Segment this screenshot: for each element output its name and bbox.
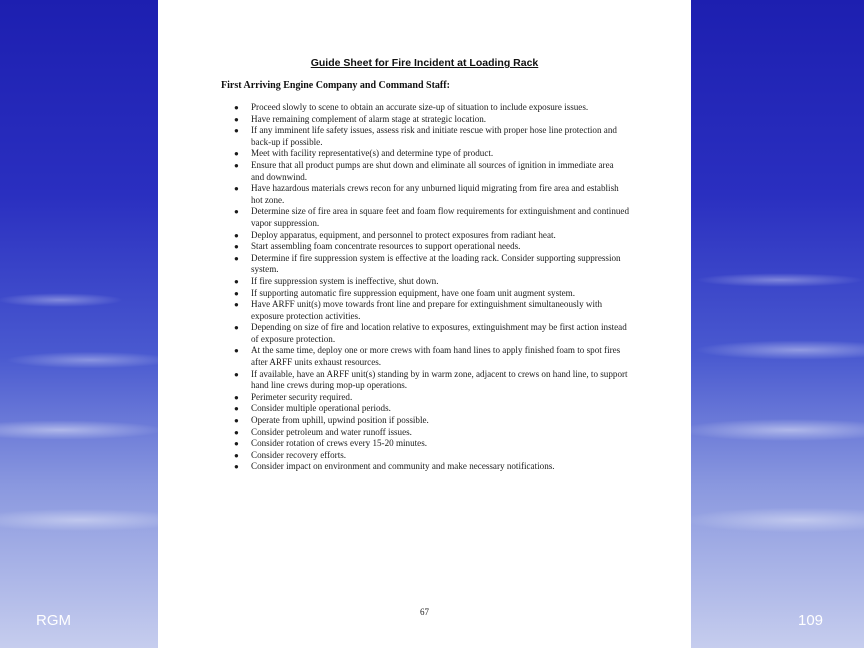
bullet-item <box>234 253 629 276</box>
bullet-text: Have ARFF unit(s) move towards front line and prepare for extinguishment simultaneously with exposure protection activities. <box>251 299 603 321</box>
bullet-icon: ● <box>234 323 239 333</box>
bullet-icon: ● <box>234 253 239 263</box>
bullet-text: At the same time, deploy one or more crews with foam hand lines to apply finished foam to spot fires after ARFF units exhaust resources. <box>251 345 621 368</box>
bullet-text: If available, have an ARFF unit(s) standing by in warm zone, adjacent to crews on hand line, to support hand line crews during mop-up operations. <box>251 368 628 391</box>
bullet-text: Start assembling foam concentrate resources to support operational needs. <box>251 241 521 252</box>
bullet-item <box>234 206 629 229</box>
footer-author: RGM <box>36 612 71 629</box>
bullet-icon: ● <box>234 103 239 112</box>
bullet-text: Consider impact on environment and community and make necessary notifications. <box>251 461 555 472</box>
bullet-item <box>234 427 629 439</box>
bullet-item <box>234 114 629 126</box>
bullet-icon: ● <box>234 288 239 298</box>
bullet-text: Proceed slowly to scene to obtain an accurate size-up of situation to include exposure issues. <box>251 102 589 112</box>
bullet-icon: ● <box>234 207 239 217</box>
bullet-item <box>234 392 629 404</box>
bullet-item <box>234 276 629 288</box>
document-title: Guide Sheet for Fire Incident at Loading Rack <box>310 57 539 69</box>
bullet-item <box>234 241 629 253</box>
bullet-icon: ● <box>234 276 239 286</box>
bullet-text: Deploy apparatus, equipment, and personnel to protect exposures from radiant heat. <box>251 229 556 240</box>
bullet-icon: ● <box>234 149 239 159</box>
bullet-list <box>234 102 629 473</box>
bullet-item <box>234 160 629 183</box>
bullet-item <box>234 369 629 392</box>
bullet-icon: ● <box>234 300 239 310</box>
bullet-icon: ● <box>234 369 239 379</box>
bullet-text: Consider petroleum and water runoff issues. <box>251 426 412 437</box>
bullet-text: Ensure that all product pumps are shut down and eliminate all sources of ignition in immediate area and downwind. <box>251 159 614 182</box>
document-page <box>158 0 691 648</box>
bullet-item <box>234 450 629 462</box>
bullet-icon: ● <box>234 126 239 136</box>
bullet-text: Consider rotation of crews every 15-20 minutes. <box>251 438 428 449</box>
bullet-item <box>234 403 629 415</box>
bullet-text: If supporting automatic fire suppression equipment, have one foam unit augment system. <box>251 287 576 298</box>
bullet-icon: ● <box>234 416 239 426</box>
bullet-item <box>234 288 629 300</box>
bullet-icon: ● <box>234 184 239 194</box>
bullet-text: Have remaining complement of alarm stage at strategic location. <box>251 113 487 124</box>
bullet-text: Depending on size of fire and location relative to exposures, extinguishment may be first action instead of exposure protection. <box>251 322 627 344</box>
bullet-icon: ● <box>234 242 239 252</box>
bullet-icon: ● <box>234 230 239 240</box>
bullet-icon: ● <box>234 160 239 170</box>
page-number: 67 <box>420 607 429 617</box>
bullet-item <box>234 345 629 368</box>
bullet-text: Consider multiple operational periods. <box>251 403 391 414</box>
section-heading: First Arriving Engine Company and Command Staff: <box>221 80 450 91</box>
bullet-text: Determine size of fire area in square feet and foam flow requirements for extinguishment and continued vapor suppression. <box>251 206 630 228</box>
bullet-text: Determine if fire suppression system is effective at the loading rack. Consider supporting suppression system. <box>251 252 621 275</box>
bullet-icon: ● <box>234 462 239 472</box>
bullet-icon: ● <box>234 450 239 460</box>
bullet-item <box>234 299 629 322</box>
bullet-item <box>234 148 629 160</box>
bullet-icon: ● <box>234 404 239 414</box>
bullet-text: If fire suppression system is ineffective, shut down. <box>251 275 439 286</box>
bullet-icon: ● <box>234 439 239 449</box>
bullet-item <box>234 415 629 427</box>
bullet-item <box>234 125 629 148</box>
bullet-item <box>234 230 629 242</box>
bullet-icon: ● <box>234 346 239 356</box>
bullet-item <box>234 461 629 473</box>
bullet-icon: ● <box>234 427 239 437</box>
bullet-item <box>234 322 629 345</box>
bullet-text: Perimeter security required. <box>251 391 353 402</box>
bullet-item <box>234 183 629 206</box>
slide-number: 109 <box>798 612 824 629</box>
bullet-text: Consider recovery efforts. <box>251 449 347 460</box>
bullet-text: Meet with facility representative(s) and determine type of product. <box>251 148 494 159</box>
bullet-text: Operate from uphill, upwind position if possible. <box>251 415 429 426</box>
bullet-icon: ● <box>234 114 239 124</box>
bullet-text: Have hazardous materials crews recon for any unburned liquid migrating from fire area and establish hot zone. <box>251 183 619 205</box>
bullet-text: If any imminent life safety issues, assess risk and initiate rescue with proper hose line protection and back-up if possible. <box>251 125 617 147</box>
bullet-item <box>234 102 629 114</box>
bullet-icon: ● <box>234 392 239 402</box>
bullet-item <box>234 438 629 450</box>
